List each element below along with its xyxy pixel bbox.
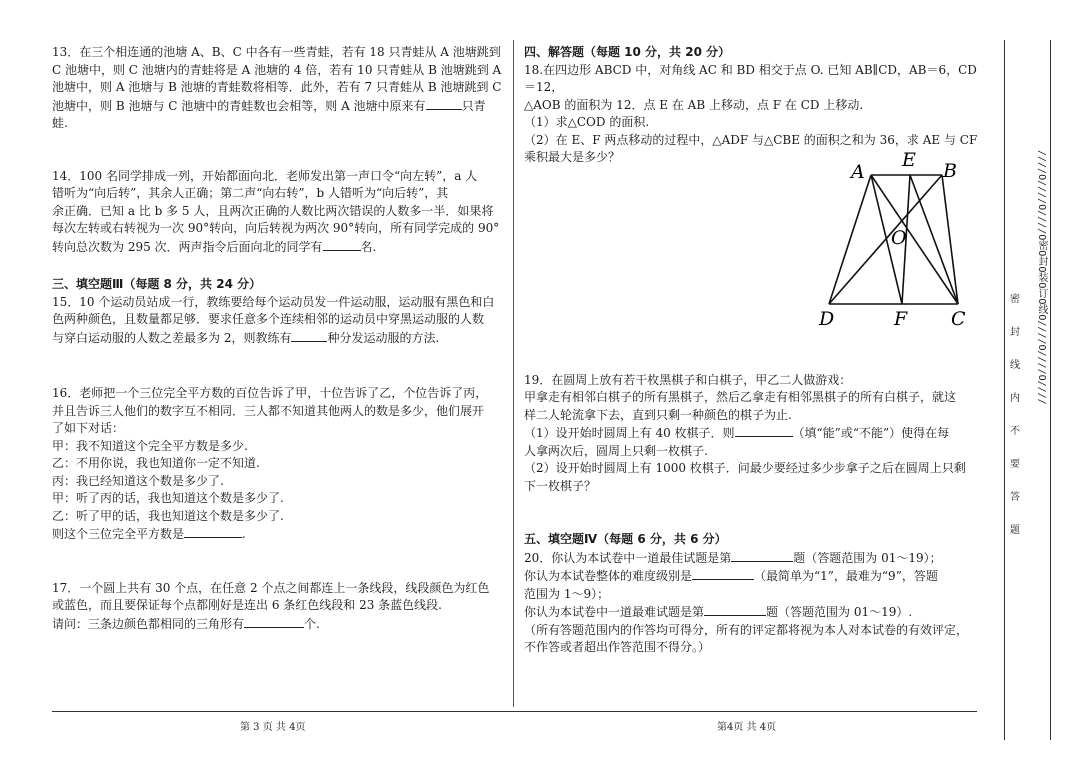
q20-text: 你认为本试卷整体的难度级别是 [524,569,693,583]
question-17 [52,580,504,634]
q20-line [524,549,982,568]
q16-line: 甲：听了丙的话，我也知道这个数是多少了. [52,491,284,505]
q20-line [524,603,982,622]
q20-text: 你认为本试卷中一道最难试题是第 [524,605,705,619]
q20-line [524,567,982,586]
seal-char: 封 [1010,327,1020,338]
q13-line: C 池塘中，则 C 池塘内的青蛙将是 A 池塘的 4 倍，若有 10 只青蛙从 B 池塘跳到 A [52,62,502,77]
q18-line: △AOB 的面积为 12．点 E 在 AB 上移动，点 F 在 CD 上移动. [524,97,864,112]
q13-answer-blank[interactable] [426,97,462,110]
q14-text: 转向总次数为 295 次．两声指令后面向北的同学有 [52,239,323,254]
binding-line-outer [1050,40,1051,740]
question-19 [524,372,982,496]
q20-text: 20．你认为本试卷中一道最佳试题是第 [524,550,732,565]
seal-char: 不 [1010,426,1020,437]
q16-line: 甲：我不知道这个完全平方数是多少. [52,438,248,453]
q13-tail: 只青 [461,98,486,113]
q15-line [52,329,504,348]
q16-line: 并且告诉三人他们的数字互不相同．三人都不知道其他两人的数是多少，他们展开 [52,403,485,418]
q16-text: 则这个三位完全平方数是 [52,527,185,541]
q13-line: 蛙. [52,116,68,130]
seal-char: 题 [1010,525,1020,536]
q16-answer-blank[interactable] [184,525,242,538]
seal-char: 线 [1010,360,1020,371]
left-column [52,44,504,633]
label-F: F [894,308,908,330]
q16-line: 16．老师把一个三位完全平方数的百位告诉了甲，十位告诉了乙，个位告诉了丙， [52,386,488,400]
q14-line: 错听为“向后转”，其余人正确；第二声“向右转”，b 人错听为“向后转”，其 [52,186,449,200]
section-5-heading: 五、填空题Ⅳ（每题 6 分，共 6 分） [524,532,727,546]
q16-line: 乙：听了甲的话，我也知道这个数是多少了. [52,508,284,523]
binding-cut-line: ////O////O////O密O封O装O订O线O////O////O//// [1036,150,1047,405]
q17-line: 或蓝色，而且要保证每个点都刚好是连出 6 条红色线段和 23 条蓝色线段. [52,598,442,612]
q19-line: （2）设开始时圆周上有 1000 枚棋子．问最少要经过多少步拿子之后在圆周上只剩 [524,461,966,475]
q20-hardest-blank[interactable] [704,603,766,616]
q17-tail: 个. [304,616,320,631]
question-16 [52,385,504,544]
q14-tail: 名. [360,239,377,254]
q15-answer-blank[interactable] [291,329,327,342]
q19-text: （1）设开始时圆周上有 40 枚棋子．则 [524,426,735,440]
label-E: E [902,149,916,171]
right-column [524,44,982,657]
question-20 [524,549,982,657]
q13-line [52,97,504,116]
label-B: B [943,160,957,182]
q16-line: 乙：不用你说，我也知道你一定不知道. [52,456,260,470]
binding-line-inner [1004,40,1005,740]
q16-line: 丙：我已经知道这个数是多少了. [52,473,224,488]
q19-line: 下一枚棋子？ [524,478,597,493]
q19-line: 甲拿走有相邻白棋子的所有黑棋子，然后乙拿走有相邻黑棋子的所有白棋子，就这 [524,390,957,404]
q15-line: 15．10 个运动员站成一行，教练要给每个运动员发一件运动服，运动服有黑色和白 [52,294,495,309]
label-O: O [891,227,907,249]
q14-line: 余正确．已知 a 比 b 多 5 人，且两次正确的人数比两次错误的人数多一半．如果将 [52,203,494,218]
question-13 [52,44,504,133]
section-4-heading: 四、解答题（每题 10 分，共 20 分） [524,45,731,59]
q19-tail: （填“能”或“不能”）使得在每 [792,426,950,440]
q19-line [524,424,982,443]
footer-page-left: 第 3 页 共 4页 [240,722,306,733]
q19-line: 人拿两次后，圆周上只剩一枚棋子. [524,443,708,458]
seal-char: 内 [1010,393,1020,404]
q18-line: （1）求△COD 的面积. [524,115,650,129]
q14-answer-blank[interactable] [323,238,361,251]
q15-text: 与穿白运动服的人数之差最多为 2，则教练有 [52,330,292,345]
label-C: C [951,308,966,330]
q16-tail: . [242,527,246,541]
q15-tail: 种分发运动服的方法. [327,330,440,345]
q14-line [52,238,504,257]
q17-line [52,615,504,634]
q20-best-blank[interactable] [731,549,793,562]
q17-answer-blank[interactable] [244,615,304,628]
q17-text: 请问：三条边颜色都相同的三角形有 [52,616,245,631]
q20-line: 不作答或者超出作答范围不得分。） [524,640,711,654]
q13-line: 池塘中，则 A 池塘与 B 池塘的青蛙数将相等．此外，若有 7 只青蛙从 B 池塘跳到 C [52,80,502,94]
q18-line: （2）在 E、F 两点移动的过程中，△ADF 与△CBE 的面积之和为 36，求 AE 与 CF [524,132,978,147]
q18-line: 乘积最大是多少？ [524,150,621,164]
q20-difficulty-blank[interactable] [692,567,754,580]
footer-page-right: 第4页 共 4页 [717,722,777,733]
q17-line: 17．一个圆上共有 30 个点，在任意 2 个点之间都连上一条线段，线段颜色为红色 [52,580,490,595]
footer-rule [52,711,977,712]
q20-line: 范围为 1～9）； [524,586,610,601]
segment-AD [829,175,871,304]
question-15 [52,294,504,348]
seal-char: 密 [1010,294,1020,305]
q20-line: （所有答题范围内的作答均可得分，所有的评定都将视为本人对本试卷的有效评定， [524,622,969,637]
q16-line [52,525,504,544]
q19-line: 样二人轮流拿下去，直到只剩一种颜色的棋子为止. [524,407,792,422]
q13-text: 池塘中，则 B 池塘与 C 池塘中的青蛙数也会相等，则 A 池塘中原来有 [52,98,426,113]
question-14 [52,168,504,257]
segment-BD [829,175,942,304]
seal-notice [1008,290,1022,554]
q20-tail: 题（答题范围为 01～19）； [793,550,942,565]
q16-line: 了如下对话： [52,421,125,435]
label-A: A [851,161,865,183]
q20-tail: 题（答题范围为 01～19）. [766,605,913,619]
seal-char: 答 [1010,492,1020,503]
seal-char: 要 [1010,459,1020,470]
q14-line: 每次左转或右转视为一次 90°转向，向后转视为两次 90°转向，所有同学完成的 90° [52,221,500,235]
label-D: D [819,308,835,330]
q20-tail: （最简单为“1”，最难为“9”，答题 [754,569,938,583]
q15-line: 色两种颜色，且数量都足够．要求任意多个连续相邻的运动员中穿黑运动服的人数 [52,312,485,326]
q19-answer-blank[interactable] [735,424,793,437]
q18-line: 18.在四边形 ABCD 中，对角线 AC 和 BD 相交于点 O. 已知 AB∥CD，AB＝6，CD＝12， [524,62,977,94]
column-divider [513,40,514,707]
q14-line: 14．100 名同学排成一列，开始都面向北．老师发出第一声口令“向左转”，a 人 [52,168,478,183]
q13-line: 13．在三个相连通的池塘 A、B、C 中各有一些青蛙，若有 18 只青蛙从 A 池塘跳到 [52,45,501,59]
section-3-heading: 三、填空题Ⅲ（每题 8 分，共 24 分） [52,277,262,291]
q19-line: 19．在圆周上放有若干枚黑棋子和白棋子，甲乙二人做游戏： [524,372,852,387]
trapezoid-diagram [815,148,975,333]
